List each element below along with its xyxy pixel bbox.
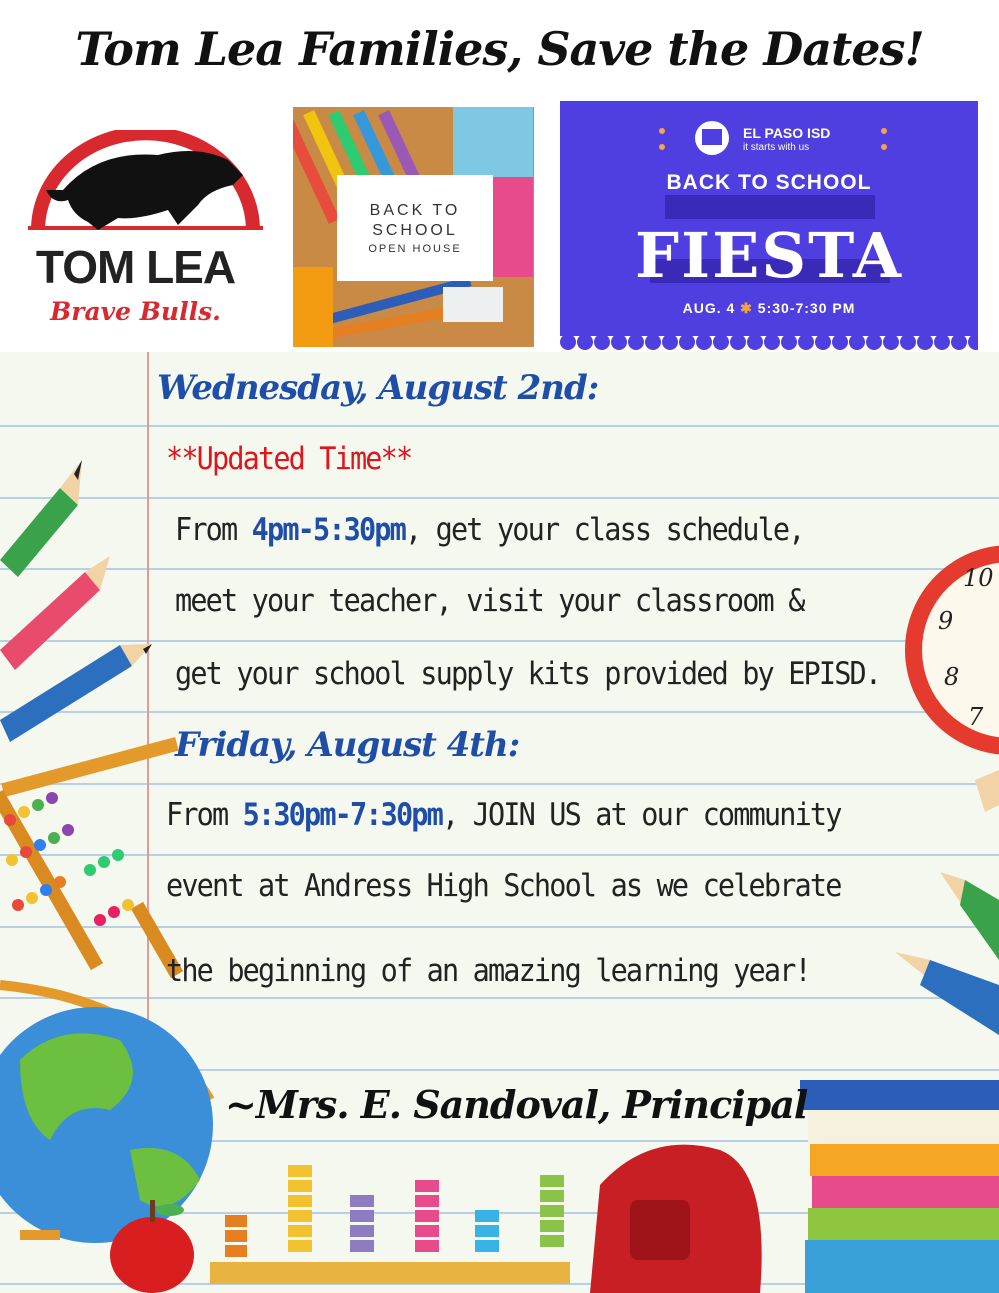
lace-border xyxy=(560,332,978,356)
lace-scallop xyxy=(968,334,978,350)
event1-heading: Wednesday, August 2nd: xyxy=(157,368,599,408)
fiesta-date: AUG. 4 xyxy=(682,300,736,316)
lace-scallop xyxy=(696,334,712,350)
lace-scallop xyxy=(798,334,814,350)
fiesta-heading: FIESTA xyxy=(635,219,903,292)
principal-signature: ~Mrs. E. Sandoval, Principal xyxy=(225,1082,808,1127)
lace-scallop xyxy=(866,334,882,350)
lace-scallop xyxy=(934,334,950,350)
clock-number: 8 xyxy=(944,663,960,691)
clock-number: 7 xyxy=(968,703,984,731)
lace-scallop xyxy=(730,334,746,350)
page-title: Tom Lea Families, Save the Dates! xyxy=(75,22,924,76)
pencil-icon xyxy=(975,770,999,812)
fiesta-title: BACK TO SCHOOL xyxy=(666,171,872,194)
pencil-icon xyxy=(940,872,999,960)
lace-scallop xyxy=(747,334,763,350)
bull-icon xyxy=(28,130,263,240)
event2-line1 xyxy=(166,797,841,833)
open-house-line1: BACK TO xyxy=(369,202,461,219)
flower-icon: ✱ xyxy=(740,300,753,316)
school-logo xyxy=(28,130,263,335)
lace-scallop xyxy=(917,334,933,350)
pencil-icon xyxy=(895,952,999,1035)
lace-scallop xyxy=(832,334,848,350)
lace-scallop xyxy=(594,334,610,350)
event1-line1 xyxy=(175,512,804,548)
open-house-line2: SCHOOL xyxy=(372,222,458,239)
lace-scallop xyxy=(883,334,899,350)
lace-scallop xyxy=(713,334,729,350)
school-tagline: Brave Bulls. xyxy=(50,297,221,326)
event2-line1-post: , JOIN US at our community xyxy=(441,797,841,833)
event2-line1-pre: From xyxy=(166,797,243,833)
fiesta-slogan: it starts with us xyxy=(743,142,810,153)
fiesta-banner xyxy=(560,101,978,336)
stacking-rings-icon xyxy=(210,1165,570,1284)
updated-time-notice: **Updated Time** xyxy=(166,441,412,477)
event2-heading: Friday, August 4th: xyxy=(175,725,520,765)
globe-icon xyxy=(0,985,213,1243)
lace-scallop xyxy=(815,334,831,350)
school-name: TOM LEA xyxy=(35,241,236,293)
fiesta-organization: EL PASO ISD xyxy=(743,125,831,141)
event1-line1-post: , get your class schedule, xyxy=(404,512,804,548)
event1-line1-pre: From xyxy=(175,512,252,548)
backpack-icon xyxy=(590,1145,762,1293)
clock-number: 9 xyxy=(938,607,954,635)
open-house-line3: OPEN HOUSE xyxy=(368,243,462,255)
lace-scallop xyxy=(645,334,661,350)
event1-line2: meet your teacher, visit your classroom & xyxy=(175,583,804,619)
clock-number: 10 xyxy=(963,564,994,592)
lace-scallop xyxy=(628,334,644,350)
books-icon xyxy=(800,1080,999,1293)
event2-line2: event at Andress High School as we celebrate xyxy=(166,868,841,904)
lace-scallop xyxy=(611,334,627,350)
pencil-icon xyxy=(0,460,82,577)
lace-scallop xyxy=(900,334,916,350)
event2-time: 5:30pm-7:30pm xyxy=(242,797,442,833)
event2-line3: the beginning of an amazing learning year! xyxy=(166,953,810,989)
open-house-card xyxy=(337,175,493,281)
lace-scallop xyxy=(849,334,865,350)
lace-scallop xyxy=(577,334,593,350)
lace-scallop xyxy=(951,334,967,350)
lace-scallop xyxy=(781,334,797,350)
abacus-icon xyxy=(0,737,183,978)
open-house-image xyxy=(293,107,534,347)
event1-time: 4pm-5:30pm xyxy=(251,512,405,548)
lace-scallop xyxy=(764,334,780,350)
lace-scallop xyxy=(560,334,576,350)
lace-scallop xyxy=(679,334,695,350)
lace-scallop xyxy=(662,334,678,350)
fiesta-time: 5:30-7:30 PM xyxy=(757,300,856,316)
fiesta-datetime xyxy=(560,300,978,317)
event1-line3: get your school supply kits provided by EPISD. xyxy=(175,656,881,692)
